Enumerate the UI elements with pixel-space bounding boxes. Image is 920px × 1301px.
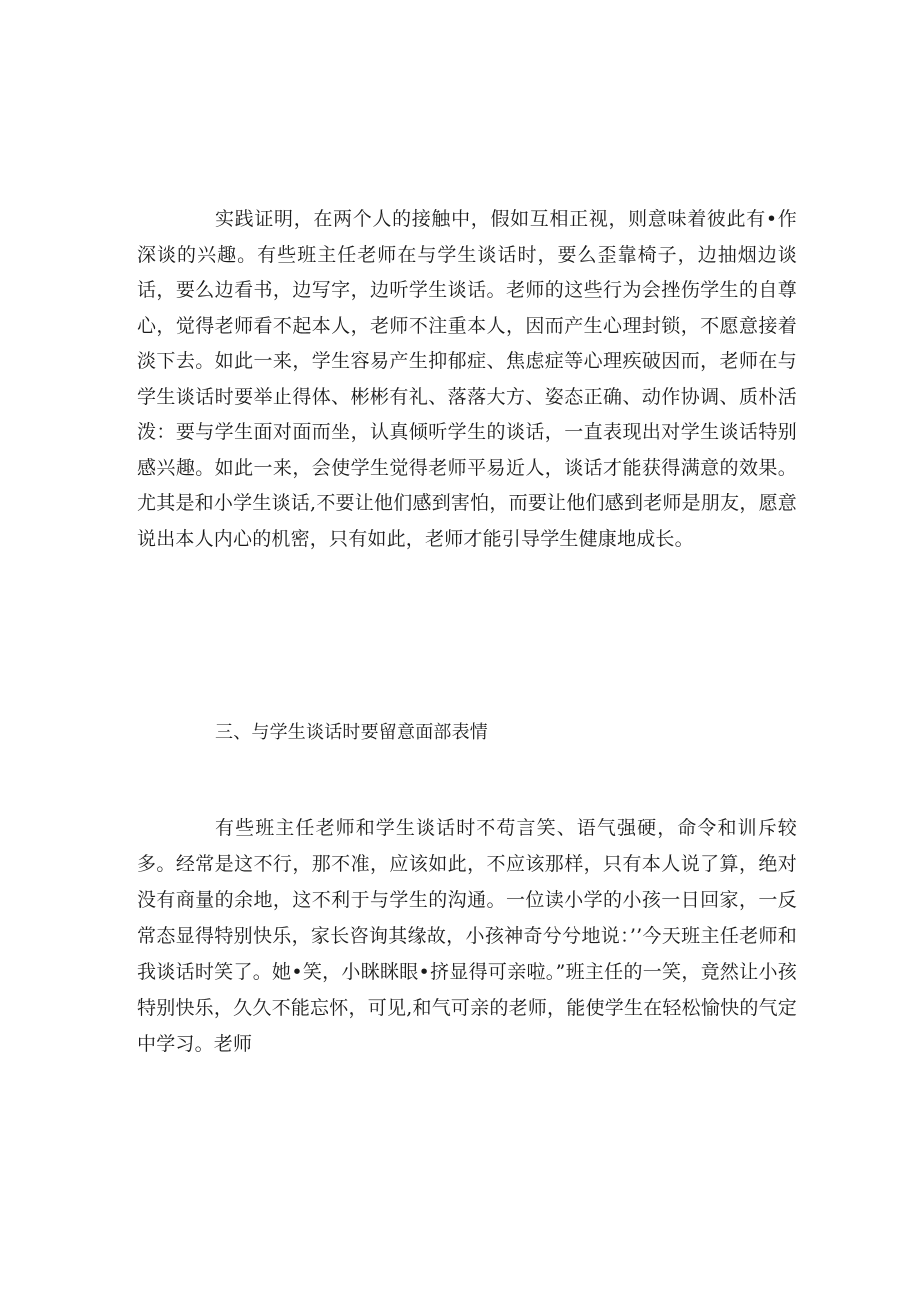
body-paragraph-facial-expression: 有些班主任老师和学生谈话时不苟言笑、语气强硬，命令和训斥较多。经常是这不行，那不准，应该如此，不应该那样，只有本人说了算，绝对没有商量的余地，这不利于与学生的沟通。一位读小学的小孩一日回家，一反常态显得特别快乐，家长咨询其缘故，小孩神奇兮兮地说：’’今天班主任老师和我谈话时笑了。她•笑，小眯眯眼•挤显得可亲啦。”班主任的一笑，竟然让小孩特别快乐，久久不能忘怀，可见,和气可亲的老师，能使学生在轻松愉快的气定中学习。老师 (137, 817, 797, 1055)
body-paragraph-eye-contact: 实践证明，在两个人的接触中，假如互相正视，则意味着彼此有•作深谈的兴趣。有些班主任老师在与学生谈话时，要么歪靠椅子，边抽烟边谈话，要么边看书，边写字，边听学生谈话。老师的这些行为会挫伤学生的自尊心，觉得老师看不起本人，老师不注重本人，因而产生心理封锁，不愿意接着淡下去。如此一来，学生容易产生抑郁症、焦虑症等心理疾破因而，老师在与学生谈话时要举止得体、彬彬有礼、落落大方、姿态正确、动作协调、质朴活泼：要与学生面对面而坐，认真倾听学生的谈话，一直表现出对学生谈话特别感兴趣。如此一来，会使学生觉得老师平易近人，谈话才能获得满意的效果。尤其是和小学生谈话,不要让他们感到害怕，而要让他们感到老师是朋友，愿意说出本人内心的机密，只有如此，老师才能引导学生健康地成长。 (137, 208, 797, 550)
section-heading-facial-expression: 三、与学生谈话时要留意面部表情 (215, 722, 488, 743)
